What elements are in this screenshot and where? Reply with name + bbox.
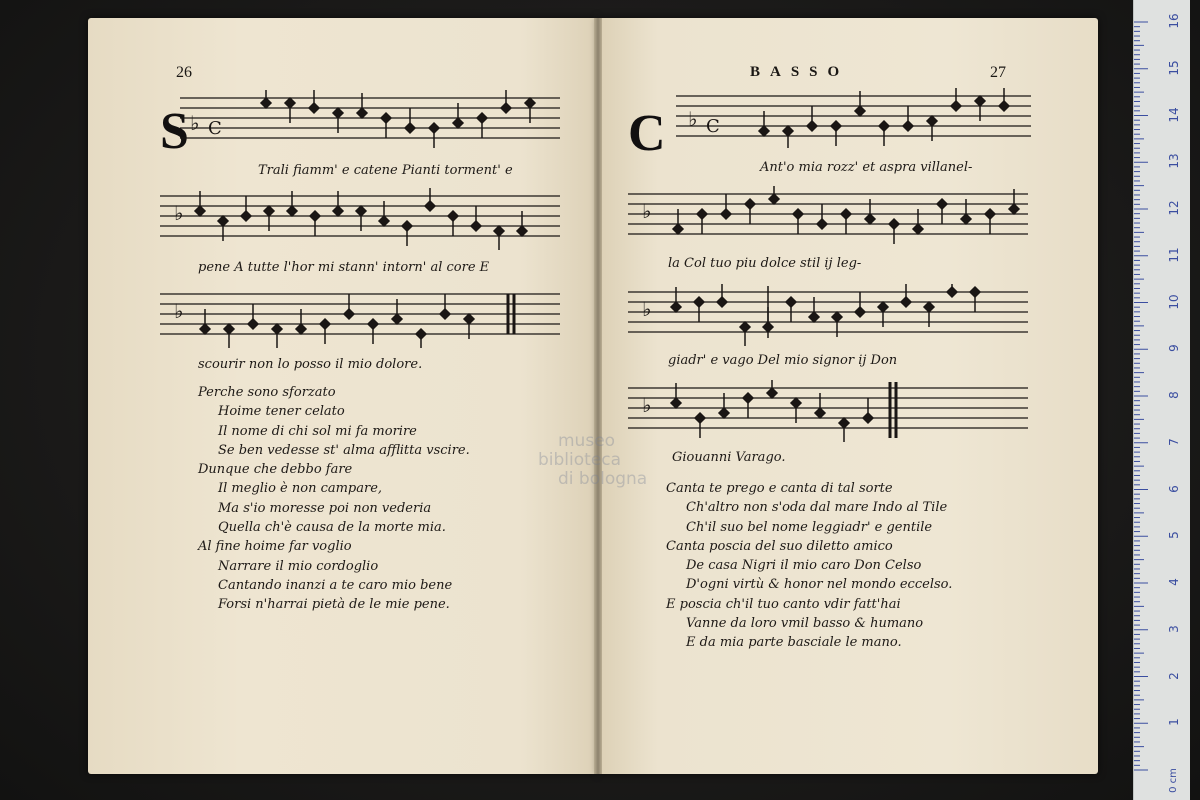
svg-text:♭: ♭ bbox=[174, 299, 184, 323]
note-head bbox=[218, 216, 228, 226]
note-head bbox=[501, 103, 511, 113]
note-head bbox=[831, 121, 841, 131]
note-head bbox=[310, 211, 320, 221]
note-head bbox=[913, 224, 923, 234]
note-head bbox=[272, 324, 282, 334]
note-head bbox=[865, 214, 875, 224]
music-staff-right-2 bbox=[628, 186, 1033, 248]
note-head bbox=[671, 398, 681, 408]
ruler-number: 3 bbox=[1167, 624, 1181, 633]
ruler-number: 5 bbox=[1167, 531, 1181, 540]
verse-line: Vanne da loro vmil basso & humano bbox=[686, 616, 924, 632]
note-head bbox=[817, 219, 827, 229]
note-head bbox=[248, 319, 258, 329]
note-head bbox=[477, 113, 487, 123]
note-head bbox=[296, 324, 306, 334]
note-head bbox=[855, 106, 865, 116]
note-head bbox=[717, 297, 727, 307]
verse-line: Canta te prego e canta di tal sorte bbox=[666, 481, 893, 496]
page-number-right: 27 bbox=[990, 64, 1006, 81]
note-head bbox=[937, 199, 947, 209]
watermark-line-3: di bologna bbox=[558, 469, 648, 489]
note-head bbox=[517, 226, 527, 236]
verse-line: Cantando inanzi a te caro mio bene bbox=[218, 577, 453, 593]
note-head bbox=[224, 324, 234, 334]
lyric-line-right-3: giadr' e vago Del mio signor ij Don bbox=[668, 353, 898, 368]
ruler-number: 4 bbox=[1167, 578, 1181, 586]
lyric-line-right-4: Giouanni Varago. bbox=[672, 450, 786, 465]
ruler-number: 13 bbox=[1167, 153, 1181, 169]
ruler-number: 7 bbox=[1167, 437, 1181, 446]
note-head bbox=[901, 297, 911, 307]
note-head bbox=[453, 118, 463, 128]
note-head bbox=[494, 226, 504, 236]
note-head bbox=[440, 309, 450, 319]
note-head bbox=[671, 302, 681, 312]
verse-line: Il nome di chi sol mi fa morire bbox=[218, 423, 417, 439]
note-head bbox=[985, 209, 995, 219]
note-head bbox=[333, 206, 343, 216]
svg-text:♭: ♭ bbox=[642, 297, 652, 321]
verse-line: Dunque che debbo fare bbox=[198, 462, 353, 478]
verse-line: Perche sono sforzato bbox=[198, 385, 336, 400]
note-head bbox=[1009, 204, 1019, 214]
note-head bbox=[392, 314, 402, 324]
verse-line: De casa Nigri il mio caro Don Celso bbox=[686, 558, 922, 574]
ruler-number: 12 bbox=[1167, 200, 1181, 216]
note-head bbox=[287, 206, 297, 216]
note-head bbox=[961, 214, 971, 224]
note-head bbox=[381, 113, 391, 123]
ruler-number: 16 bbox=[1167, 13, 1181, 29]
verse-block-left bbox=[198, 383, 470, 615]
note-head bbox=[356, 206, 366, 216]
note-head bbox=[344, 309, 354, 319]
running-head: BASSO bbox=[750, 64, 850, 80]
verse-line: Ma s'io moresse poi non vederia bbox=[218, 500, 432, 516]
note-head bbox=[975, 96, 985, 106]
note-head bbox=[402, 221, 412, 231]
verse-line: Forsi n'harrai pietà de le mie pene. bbox=[218, 597, 450, 613]
verse-block-right bbox=[666, 479, 952, 653]
lyric-line-left-1: Trali fiamm' e catene Pianti torment' e bbox=[258, 163, 513, 178]
verse-line: E poscia ch'il tuo canto vdir fatt'hai bbox=[666, 596, 901, 612]
note-head bbox=[807, 121, 817, 131]
music-staff-left-3 bbox=[160, 286, 565, 348]
note-head bbox=[416, 329, 426, 339]
verse-line: Narrare il mio cordoglio bbox=[218, 558, 379, 574]
note-head bbox=[903, 121, 913, 131]
svg-text:♭: ♭ bbox=[642, 393, 652, 417]
note-head bbox=[200, 324, 210, 334]
note-head bbox=[759, 126, 769, 136]
note-head bbox=[241, 211, 251, 221]
note-head bbox=[970, 287, 980, 297]
note-head bbox=[767, 388, 777, 398]
note-head bbox=[448, 211, 458, 221]
note-head bbox=[471, 221, 481, 231]
note-head bbox=[763, 322, 773, 332]
note-head bbox=[793, 209, 803, 219]
ruler-number: 15 bbox=[1167, 60, 1181, 76]
note-head bbox=[721, 209, 731, 219]
note-head bbox=[333, 108, 343, 118]
verse-line: D'ogni virtù & honor nel mondo eccelso. bbox=[686, 577, 953, 593]
note-head bbox=[951, 101, 961, 111]
note-head bbox=[429, 123, 439, 133]
note-head bbox=[261, 98, 271, 108]
note-head bbox=[673, 224, 683, 234]
lyric-line-right-1: Ant'o mia rozz' et aspra villanel- bbox=[760, 160, 973, 175]
watermark-line-2: biblioteca bbox=[538, 450, 622, 470]
note-head bbox=[863, 413, 873, 423]
note-head bbox=[743, 393, 753, 403]
book-gutter bbox=[594, 18, 602, 774]
verse-line: Se ben vedesse st' alma afflitta vscire. bbox=[218, 442, 470, 458]
note-head bbox=[841, 209, 851, 219]
verse-line: Quella ch'è causa de la morte mia. bbox=[218, 520, 446, 536]
note-head bbox=[832, 312, 842, 322]
svg-text:♭: ♭ bbox=[190, 111, 200, 135]
verse-line: Il meglio è non campare, bbox=[218, 481, 383, 497]
note-head bbox=[694, 297, 704, 307]
ruler-number: 8 bbox=[1167, 391, 1181, 399]
note-head bbox=[425, 201, 435, 211]
svg-text:C: C bbox=[208, 118, 222, 139]
svg-text:♭: ♭ bbox=[642, 199, 652, 223]
library-watermark bbox=[538, 432, 647, 489]
initial-letter-c: C bbox=[628, 105, 666, 162]
note-head bbox=[786, 297, 796, 307]
note-head bbox=[878, 302, 888, 312]
note-head bbox=[195, 206, 205, 216]
music-staff-left-1 bbox=[180, 90, 565, 150]
note-head bbox=[924, 302, 934, 312]
note-head bbox=[379, 216, 389, 226]
note-head bbox=[285, 98, 295, 108]
page-number-left: 26 bbox=[176, 64, 192, 81]
note-head bbox=[791, 398, 801, 408]
ruler-number: 10 bbox=[1167, 293, 1181, 310]
verse-line: Ch'altro non s'oda dal mare Indo al Tile bbox=[686, 500, 948, 516]
note-head bbox=[855, 307, 865, 317]
verse-line: E da mia parte basciale le mano. bbox=[686, 635, 902, 651]
verse-line: Al fine hoime far voglio bbox=[198, 539, 352, 555]
note-head bbox=[740, 322, 750, 332]
note-head bbox=[464, 314, 474, 324]
verse-line: Hoime tener celato bbox=[218, 404, 345, 420]
ruler-number: 6 bbox=[1167, 484, 1181, 493]
measuring-ruler bbox=[1133, 0, 1190, 800]
music-staff-right-3 bbox=[628, 284, 1033, 346]
note-head bbox=[815, 408, 825, 418]
ruler-number: 9 bbox=[1167, 344, 1181, 353]
ruler-number: 2 bbox=[1167, 671, 1181, 680]
note-head bbox=[525, 98, 535, 108]
note-head bbox=[889, 219, 899, 229]
music-staff-left-2 bbox=[160, 188, 565, 250]
lyric-line-left-2: pene A tutte l'hor mi stann' intorn' al core E bbox=[198, 260, 490, 275]
note-head bbox=[927, 116, 937, 126]
note-head bbox=[357, 108, 367, 118]
music-staff-right-1 bbox=[676, 88, 1036, 148]
note-head bbox=[264, 206, 274, 216]
note-head bbox=[879, 121, 889, 131]
ruler-unit-label: 0 cm bbox=[1168, 768, 1180, 793]
note-head bbox=[783, 126, 793, 136]
lyric-line-right-2: la Col tuo piu dolce stil ij leg- bbox=[668, 256, 862, 271]
watermark-line-1: museo bbox=[558, 431, 616, 451]
note-head bbox=[368, 319, 378, 329]
note-head bbox=[839, 418, 849, 428]
note-head bbox=[947, 287, 957, 297]
svg-text:♭: ♭ bbox=[688, 107, 698, 131]
note-head bbox=[769, 194, 779, 204]
note-head bbox=[309, 103, 319, 113]
note-head bbox=[719, 408, 729, 418]
lyric-line-left-3: scourir non lo posso il mio dolore. bbox=[198, 357, 423, 372]
note-head bbox=[695, 413, 705, 423]
initial-letter-s: S bbox=[160, 103, 189, 160]
note-head bbox=[320, 319, 330, 329]
note-head bbox=[405, 123, 415, 133]
note-head bbox=[999, 101, 1009, 111]
ruler-number: 1 bbox=[1167, 718, 1181, 727]
note-head bbox=[809, 312, 819, 322]
svg-text:♭: ♭ bbox=[174, 201, 184, 225]
ruler-number: 14 bbox=[1167, 106, 1181, 123]
note-head bbox=[745, 199, 755, 209]
svg-text:C: C bbox=[706, 116, 720, 137]
verse-line: Ch'il suo bel nome leggiadr' e gentile bbox=[686, 519, 933, 535]
ruler-number: 11 bbox=[1167, 247, 1181, 263]
verse-line: Canta poscia del suo diletto amico bbox=[666, 538, 893, 554]
music-staff-right-4 bbox=[628, 380, 1033, 442]
note-head bbox=[697, 209, 707, 219]
